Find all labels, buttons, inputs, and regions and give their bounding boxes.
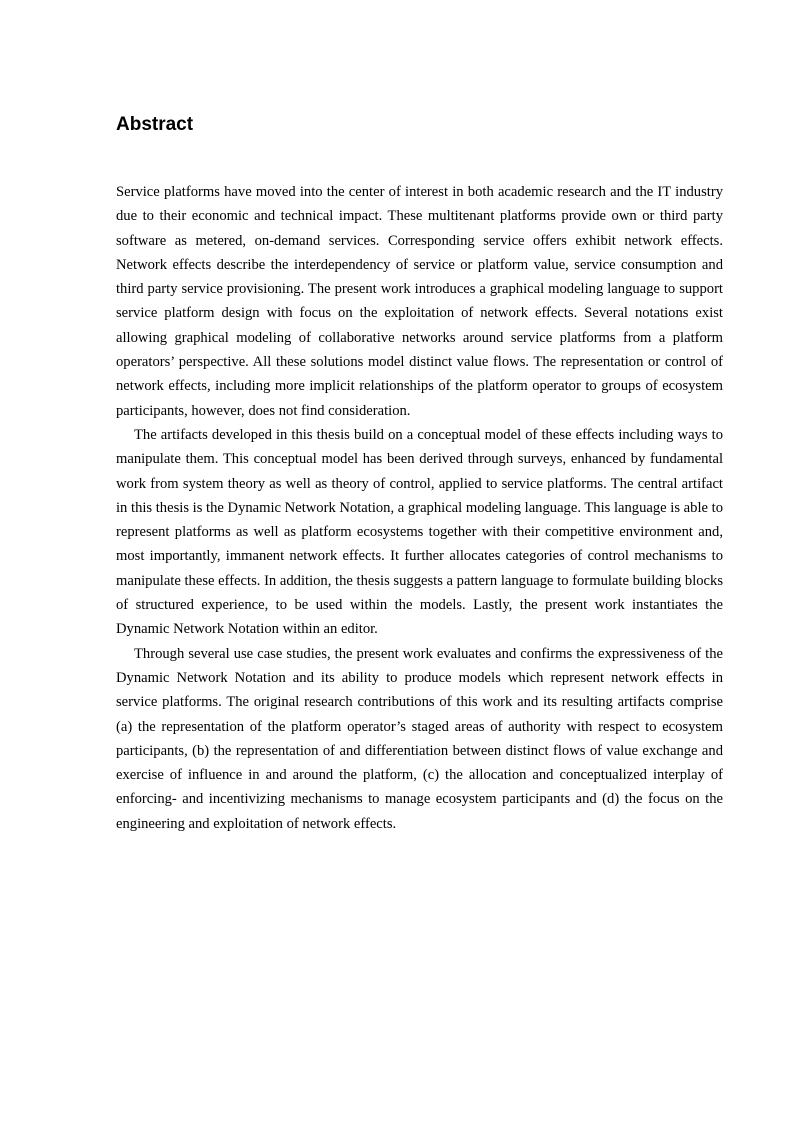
abstract-paragraph-2: The artifacts developed in this thesis build on a conceptual model of these effects including ways to manipulate them. This conceptual model has been derived through surveys, enhanced by fundamental work from system theory as well as theory of control, applied to service platforms. The central artifact in this thesis is the Dynamic Network Notation, a graphical modeling language. This language is able to represent platforms as well as platform ecosystems together with their competitive environment and, most importantly, immanent network effects. It further allocates categories of control mechanisms to manipulate these effects. In addition, the thesis suggests a pattern language to formulate building blocks of structured experience, to be used within the models. Lastly, the present work instantiates the Dynamic Network Notation within an editor. <box>116 426 723 638</box>
abstract-heading: Abstract <box>116 114 194 135</box>
abstract-paragraph-1: Service platforms have moved into the center of interest in both academic research and the IT industry due to their economic and technical impact. These multitenant platforms provide own or third party software as metered, on-demand services. Corresponding service offers exhibit network effects. Network effects describe the interdependency of service or platform value, service consumption and third party service provisioning. The present work introduces a graphical modeling language to support service platform design with focus on the exploitation of network effects. Several notations exist allowing graphical modeling of collaborative networks around service platforms from a platform operators’ perspective. All these solutions model distinct value flows. The representation or control of network effects, including more implicit relationships of the platform operator to groups of ecosystem participants, however, does not find consideration. <box>116 184 723 419</box>
abstract-body <box>116 180 723 836</box>
abstract-paragraph-3: Through several use case studies, the present work evaluates and confirms the expressiveness of the Dynamic Network Notation and its ability to produce models which represent network effects in service platforms. The original research contributions of this work and its resulting artifacts comprise (a) the representation of the platform operator’s staged areas of authority with respect to ecosystem participants, (b) the representation of and differentiation between distinct flows of value exchange and exercise of influence in and around the platform, (c) the allocation and conceptualized interplay of enforcing- and incentivizing mechanisms to manage ecosystem participants and (d) the focus on the engineering and exploitation of network effects. <box>116 645 723 832</box>
